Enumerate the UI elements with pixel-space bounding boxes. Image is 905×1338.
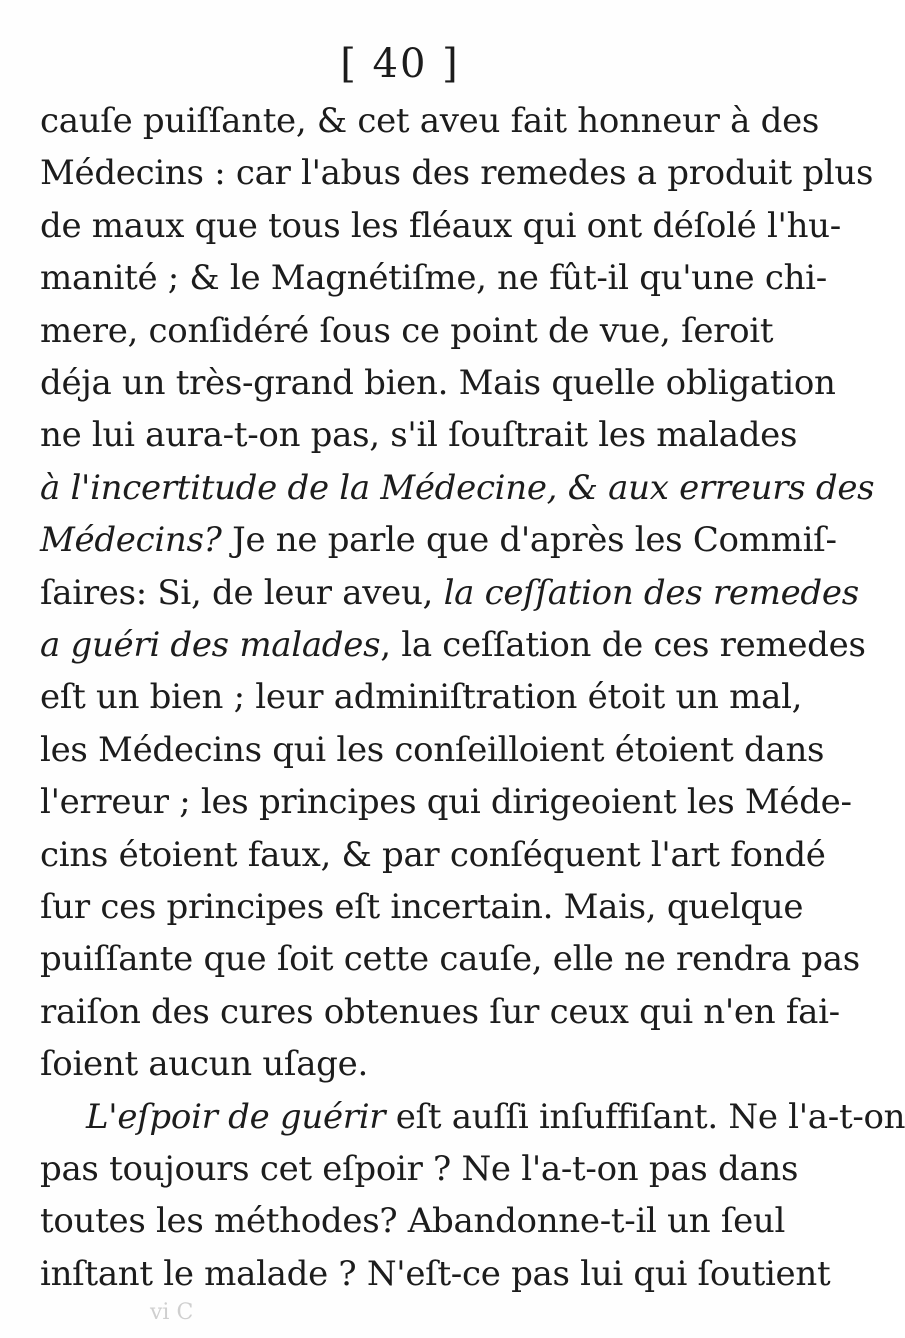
- text-line: [40, 409, 798, 461]
- text-line: [40, 200, 841, 252]
- text-segment: ſaires: Si, de leur aveu,: [40, 572, 444, 613]
- text-segment: mere, conſidéré ſous ce point de vue, ſeroit: [40, 310, 774, 351]
- text-line: [40, 776, 852, 828]
- text-segment: ſur ces principes eſt incertain. Mais, quelque: [40, 887, 804, 927]
- text-segment: cins étoient faux, & par conſéquent l'art fondé: [40, 834, 826, 875]
- text-line: [40, 881, 804, 933]
- text-segment: , la ceſſation de ces remedes: [380, 625, 866, 665]
- text-segment: puiſſante que ſoit cette cauſe, elle ne rendra pas: [40, 939, 860, 980]
- bleed-through-mark: vi C: [150, 1300, 194, 1325]
- text-segment: Je ne parle que d'après les Commiſ-: [221, 520, 837, 561]
- text-line: [40, 147, 874, 199]
- italic-text: à l'incertitude de la Médecine, & aux erreurs des: [40, 467, 875, 508]
- text-line: [40, 933, 860, 985]
- page-number: [ 40 ]: [340, 41, 460, 87]
- text-line: [40, 1195, 786, 1247]
- italic-text: la ceſſation des remedes: [443, 572, 859, 613]
- text-segment: déja un très-grand bien. Mais quelle obligation: [40, 363, 836, 403]
- text-line: [40, 986, 840, 1038]
- italic-text: Médecins?: [40, 520, 222, 561]
- text-segment: cauſe puiſſante, & cet aveu fait honneur à des: [40, 101, 820, 141]
- text-line: [40, 724, 825, 776]
- text-line: [40, 305, 774, 357]
- text-line: [40, 619, 866, 671]
- text-segment: pas toujours cet eſpoir ? Ne l'a-t-on pas dans: [40, 1149, 799, 1189]
- text-segment: eſt un bien ; leur adminiſtration étoit un mal,: [40, 677, 803, 718]
- text-segment: ſoient aucun uſage.: [40, 1044, 368, 1085]
- text-segment: manité ; & le Magnétiſme, ne fût-il qu'une chi-: [40, 258, 827, 299]
- text-line: [40, 567, 859, 619]
- text-segment: inſtant le malade ? N'eſt-ce pas lui qui ſoutient: [40, 1253, 831, 1294]
- text-line: [40, 252, 827, 304]
- italic-text: L'eſpoir de guérir: [86, 1096, 386, 1137]
- text-line: [40, 357, 836, 409]
- text-line: [40, 95, 820, 147]
- text-line: [40, 1038, 762, 1090]
- text-segment: raiſon des cures obtenues ſur ceux qui n'en fai-: [40, 991, 840, 1032]
- text-line: [40, 514, 837, 566]
- text-segment: l'erreur ; les principes qui dirigeoient les Méde-: [40, 782, 852, 823]
- text-segment: Médecins : car l'abus des remedes a produit plus: [40, 153, 874, 194]
- text-line: [40, 1248, 831, 1300]
- text-line: [40, 1143, 799, 1195]
- text-segment: toutes les méthodes? Abandonne-t-il un ſeul: [40, 1201, 786, 1242]
- text-segment: les Médecins qui les conſeilloient étoient dans: [40, 729, 825, 770]
- text-line: [40, 829, 826, 881]
- text-line: [86, 1091, 905, 1143]
- text-segment: ne lui aura-t-on pas, s'il ſouſtrait les malades: [40, 415, 798, 456]
- text-line: [40, 671, 803, 723]
- text-line: [40, 462, 875, 514]
- italic-text: a guéri des malades: [40, 625, 381, 665]
- text-segment: de maux que tous les fléaux qui ont déſolé l'hu-: [40, 205, 841, 246]
- text-segment: eſt auſſi inſuffiſant. Ne l'a-t-on: [385, 1096, 905, 1137]
